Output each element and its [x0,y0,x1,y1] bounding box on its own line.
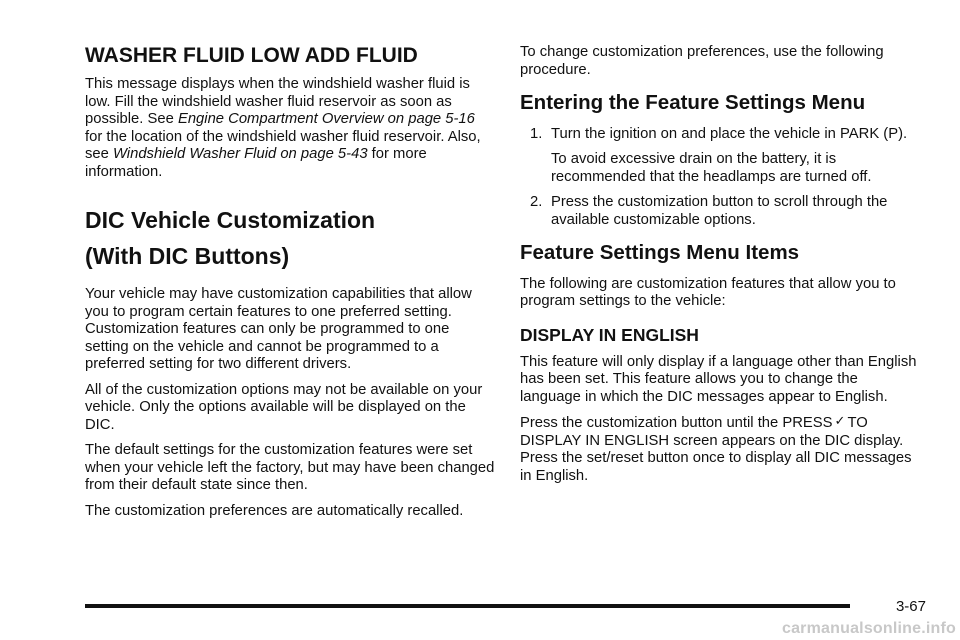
display-in-english-paragraph-2: Press the customization button until the PRESS ✓ TO DISPLAY IN ENGLISH screen appears on the DIC display. Press the set/reset button once to display all DIC messages in English. [520,413,912,484]
customization-paragraph-4: The customization preferences are automatically recalled. [85,502,464,519]
procedure-intro: To change customization preferences, use the following procedure. [520,44,884,78]
display-in-english-heading: DISPLAY IN ENGLISH [520,324,699,345]
right-column [520,44,920,493]
step-2: 2. Press the customization button to scroll through the available customizable options. [530,194,888,228]
left-column [85,44,495,528]
washer-fluid-heading: WASHER FLUID LOW ADD FLUID [85,44,418,67]
procedure-steps [530,126,920,144]
watermark: carmanualsonline.info [781,620,956,637]
engine-compartment-reference: Engine Compartment Overview on page 5-16 [177,111,475,128]
washer-fluid-reference: Windshield Washer Fluid on page 5-43 [112,146,368,163]
display-in-english-paragraph-1: This feature will only display if a language other than English has been set. This feature allows you to change the language in which the DIC messages appear to English. [520,353,917,405]
procedure-steps-continued [530,194,920,229]
customization-paragraph-1: Your vehicle may have customization capabilities that allow you to program certain features to one preferred setting. Customization features can only be programmed to one setting on the vehicle and cannot be programmed to a preferred setting for two different drivers. [85,286,472,373]
footer-rule [85,604,850,608]
customization-paragraph-2: All of the customization options may not be available on your vehicle. Only the options available will be displayed on the DIC. [85,381,483,433]
customization-paragraph-3: The default settings for the customization features were set when your vehicle left the factory, but may have been changed from their default state since then. [85,442,495,494]
step-1-note: To avoid excessive drain on the battery, it is recommended that the headlamps are turned off. [551,151,872,185]
page-number: 3-67 [895,598,926,615]
step-1: 1. Turn the ignition on and place the vehicle in PARK (P). [530,125,908,142]
menu-items-intro: The following are customization features that allow you to program settings to the vehicle: [520,275,896,310]
dic-customization-heading: DIC Vehicle Customization (With DIC Buttons) [85,207,376,269]
checkmark-icon: ✓ [834,413,846,429]
menu-items-heading: Feature Settings Menu Items [520,241,800,265]
entering-menu-heading: Entering the Feature Settings Menu [520,91,866,114]
washer-fluid-paragraph: This message displays when the windshield washer fluid is low. Fill the windshield washer fluid reservoir as soon as possible. See Engine Compartment Overview on page 5-16 for the location of the windshield washer fluid reservoir. Also, see Windshield Washer Fluid on page 5-43 for more information. [85,76,481,180]
